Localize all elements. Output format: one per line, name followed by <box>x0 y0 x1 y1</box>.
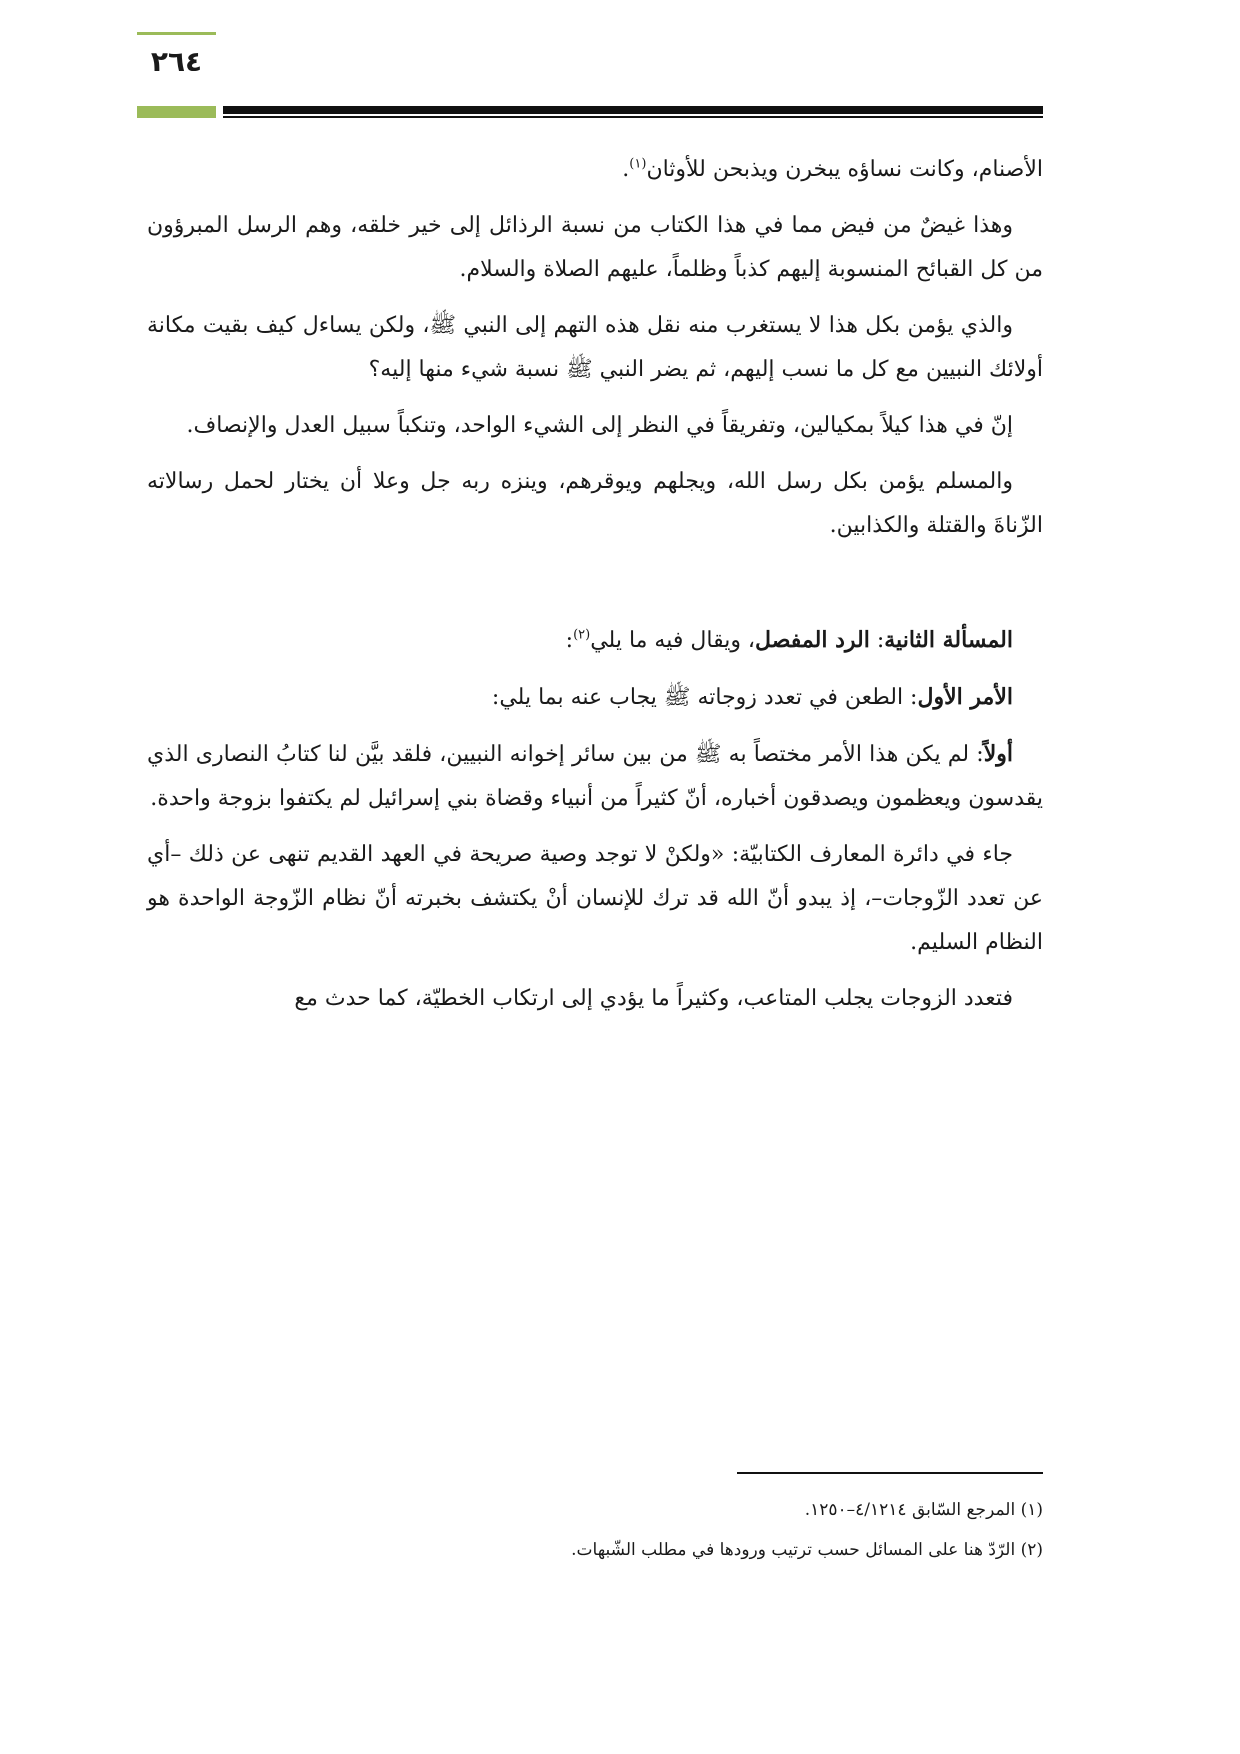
page-number: ٢٦٤ <box>150 45 203 78</box>
footnotes <box>147 1490 1043 1570</box>
subsection-heading: الأمر الأول: الطعن في تعدد زوجاته ﷺ يجاب عنه بما يلي: <box>491 684 1013 710</box>
main-text <box>147 148 1043 1033</box>
footnote-rule <box>737 1472 1043 1474</box>
footnote-2: (٢) الرّدّ هنا على المسائل حسب ترتيب ورودها في مطلب الشّبهات. <box>571 1540 1043 1560</box>
paragraph-5: والمسلم يؤمن بكل رسل الله، ويجلهم ويوقرهم، وينزه ربه جل وعلا أن يختار لحمل رسالاته الزّناةَ والقتلة والكذابين. <box>147 469 1043 538</box>
paragraph-6: أولاً: لم يكن هذا الأمر مختصاً به ﷺ من بين سائر إخوانه النبيين، فلقد بيَّن لنا كتابُ النصارى الذي يقدسون ويعظمون ويصدقون أخباره، أنّ كثيراً من أنبياء وقضاة بني إسرائيل لم يكتفوا بزوجة واحدة. <box>147 741 1043 811</box>
header-rule-thin <box>223 116 1043 118</box>
paragraph-1: الأصنام، وكانت نساؤه يبخرن ويذبحن للأوثان$^{(١)}$. <box>622 156 1043 182</box>
footnote-ref-2[interactable]: (٢) <box>573 627 591 643</box>
header-green-bar <box>137 106 216 118</box>
paragraph-8: فتعدد الزوجات يجلب المتاعب، وكثيراً ما يؤدي إلى ارتكاب الخطيّة، كما حدث مع <box>294 986 1013 1011</box>
footnote-1: (١) المرجع السّابق ٤/١٢١٤–١٢٥٠. <box>804 1500 1043 1520</box>
paragraph-7: جاء في دائرة المعارف الكتابيّة: «ولكنْ لا توجد وصية صريحة في العهد القديم تنهى عن ذلك –أي عن تعدد الزّوجات–، إذ يبدو أنّ الله قد ترك للإنسان أنْ يكتشف بخبرته أنّ نظام الزّوجة الواحدة هو النظام السليم. <box>147 842 1043 955</box>
header-rule <box>223 106 1043 114</box>
section-heading: المسألة الثانية: الرد المفصل، ويقال فيه ما يلي$^{(٢)}$: <box>565 627 1013 653</box>
paragraph-4: إنّ في هذا كيلاً بمكيالين، وتفريقاً في النظر إلى الشيء الواحد، وتنكباً سبيل العدل والإنصاف. <box>186 413 1013 438</box>
section-spacer <box>147 560 1043 618</box>
footnote-ref-1[interactable]: (١) <box>629 156 647 172</box>
top-green-line <box>137 32 216 35</box>
paragraph-2: وهذا غيضٌ من فيض مما في هذا الكتاب من نسبة الرذائل إلى خير خلقه، وهم الرسل المبرؤون من كل القبائح المنسوبة إليهم كذباً وظلماً، عليهم الصلاة والسلام. <box>147 213 1043 282</box>
paragraph-3: والذي يؤمن بكل هذا لا يستغرب منه نقل هذه التهم إلى النبي ﷺ، ولكن يساءل كيف بقيت مكانة أولائك النبيين مع كل ما نسب إليهم، ثم يضر النبي ﷺ نسبة شيء منها إليه؟ <box>147 313 1043 382</box>
